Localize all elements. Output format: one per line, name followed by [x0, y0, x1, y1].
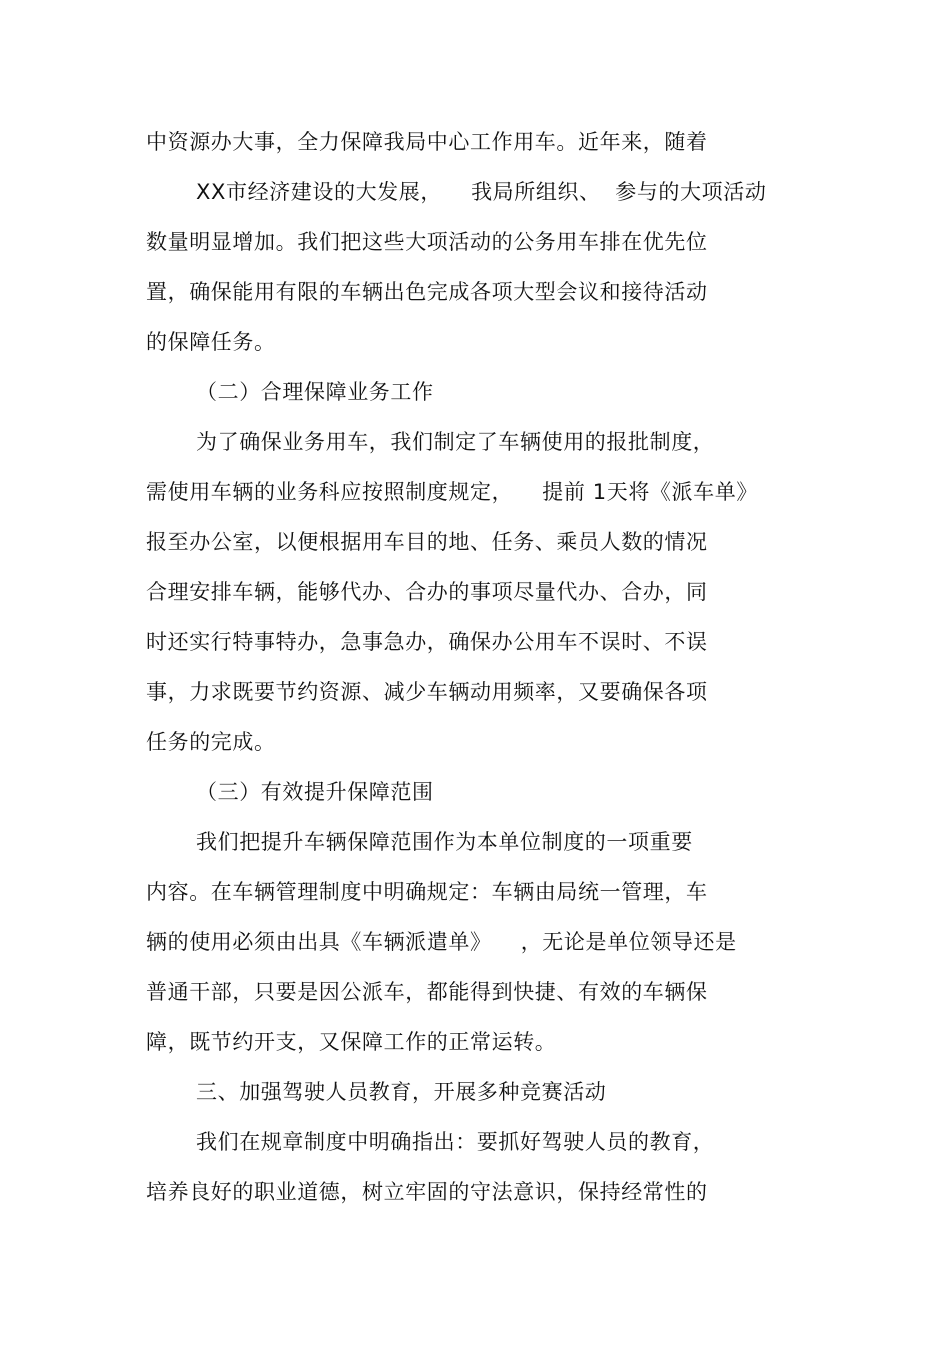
- text-line: 的保障任务。: [146, 330, 276, 354]
- text-line: 内容。在车辆管理制度中明确规定：车辆由局统一管理，车: [146, 880, 708, 904]
- text-line: 我们在规章制度中明确指出：要抓好驾驶人员的教育，: [196, 1130, 715, 1154]
- text-line: 时还实行特事特办，急事急办，确保办公用车不误时、不误: [146, 630, 708, 654]
- text-line: 合理安排车辆，能够代办、合办的事项尽量代办、合办，同: [146, 580, 708, 604]
- text-line: 我们把提升车辆保障范围作为本单位制度的一项重要: [196, 830, 693, 854]
- text-line: 培养良好的职业道德，树立牢固的守法意识，保持经常性的: [146, 1180, 708, 1204]
- section-heading: 三、加强驾驶人员教育，开展多种竞赛活动: [196, 1080, 607, 1104]
- text-line: 报至办公室，以便根据用车目的地、任务、乘员人数的情况: [146, 530, 708, 554]
- text-line: 障，既节约开支，又保障工作的正常运转。: [146, 1030, 557, 1054]
- section-heading: （三）有效提升保障范围: [196, 780, 434, 804]
- text-line: 任务的完成。: [146, 730, 276, 754]
- text-line: 中资源办大事，全力保障我局中心工作用车。近年来，随着: [146, 130, 708, 154]
- text-line: 数量明显增加。我们把这些大项活动的公务用车排在优先位: [146, 230, 708, 254]
- section-heading: （二）合理保障业务工作: [196, 380, 434, 404]
- text-line: XX市经济建设的大发展， 我局所组织、 参与的大项活动: [196, 180, 767, 204]
- text-line: 普通干部，只要是因公派车，都能得到快捷、有效的车辆保: [146, 980, 708, 1004]
- text-line: 事，力求既要节约资源、减少车辆动用频率，又要确保各项: [146, 680, 708, 704]
- text-line: 为了确保业务用车，我们制定了车辆使用的报批制度，: [196, 430, 715, 454]
- text-line: 需使用车辆的业务科应按照制度规定， 提前 1天将《派车单》: [146, 480, 758, 504]
- text-line: 置，确保能用有限的车辆出色完成各项大型会议和接待活动: [146, 280, 708, 304]
- text-line: 辆的使用必须由出具《车辆派遣单》 ，无论是单位领导还是: [146, 930, 737, 954]
